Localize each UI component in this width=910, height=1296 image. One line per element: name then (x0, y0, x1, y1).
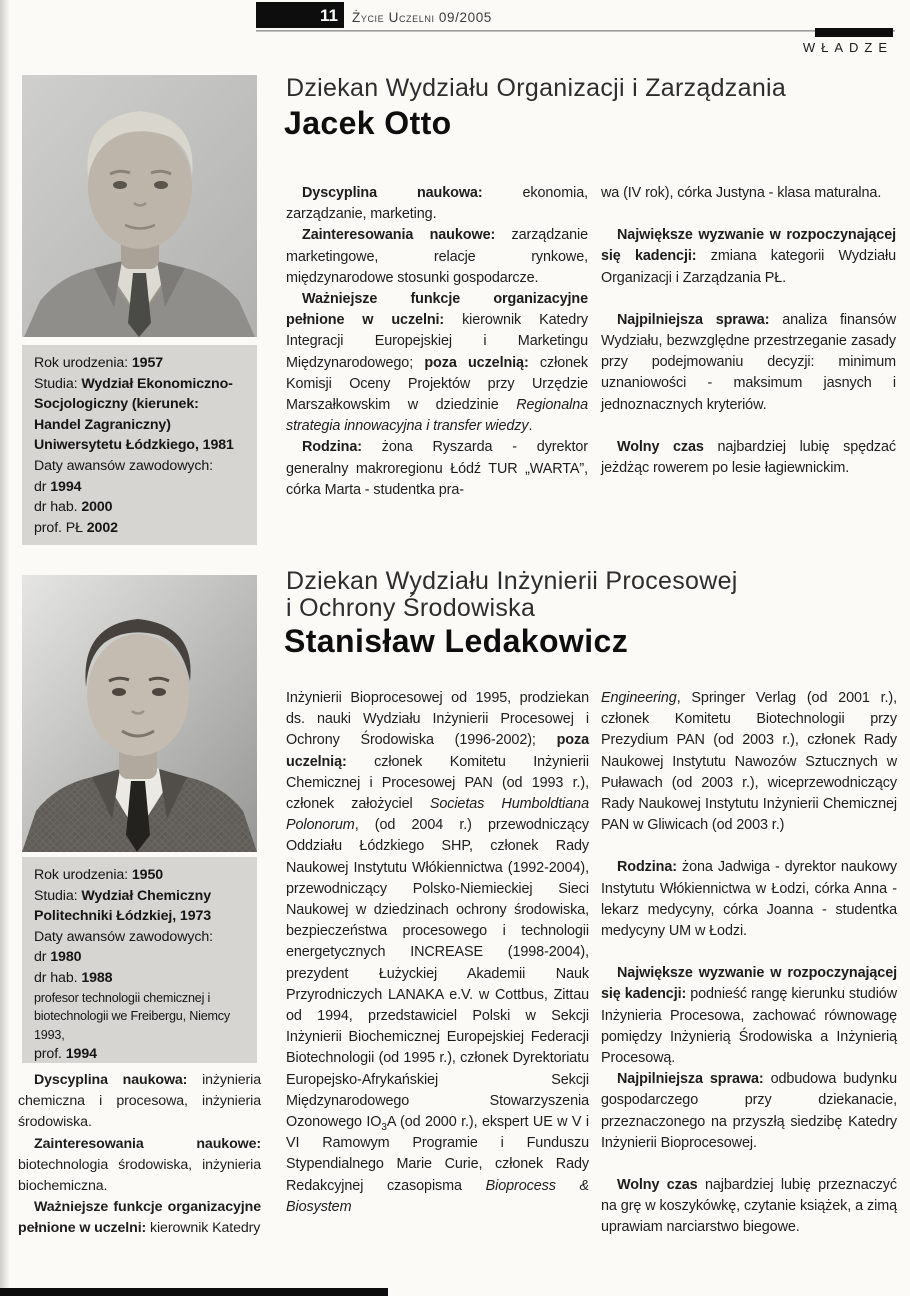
bio-infobox-jacek-otto (22, 345, 257, 545)
dean-name-1: Jacek Otto (284, 105, 452, 141)
paragraph: Studia: Wydział Ekonomiczno-Socjologiczny (kierunek: Handel Zagraniczny) Uniwersytetu Łódzkiego, 1981 (34, 375, 234, 454)
portrait-photo-stanislaw-ledakowicz (22, 575, 257, 852)
profile2-text-column-2 (601, 688, 897, 1239)
paragraph: Rodzina: żona Ryszarda - dyrektor generalny makroregionu Łódź TUR „WARTA”, córka Marta - studentka pra- (286, 439, 588, 498)
bottom-bar (0, 1288, 388, 1296)
paragraph: Największe wyzwanie w rozpoczynającej się kadencji: podnieść rangę kierunku studiów Inżynieria Procesowa, zachować równowagę pomiędzy Inżynierią Środowiska a Inżynierią Procesową. (601, 965, 898, 1067)
profile1-text-column-1 (286, 183, 588, 501)
paragraph: Dyscyplina naukowa: inżynieria chemiczna i procesowa, inżynieria środowiska. (18, 1072, 261, 1131)
paragraph: Wolny czas najbardziej lubię spędzać jeżdżąc rowerem po lesie łagiewnickim. (601, 438, 897, 477)
profile2-text-left-column (18, 1070, 261, 1240)
paragraph: Daty awansów zawodowych: (34, 928, 213, 945)
paragraph: profesor technologii chemicznej i biotechnologii we Freibergu, Niemcy 1993, (34, 990, 230, 1042)
section-label: WŁADZE (802, 40, 893, 55)
paragraph: dr hab. 1988 (34, 969, 113, 986)
paragraph: Zainteresowania naukowe: zarządzanie marketingowe, relacje rynkowe, międzynarodowe stosunki gospodarcze. (286, 227, 588, 286)
section-bar (815, 28, 893, 37)
page-number-box (256, 2, 344, 28)
paragraph: wa (IV rok), córka Justyna - klasa maturalna. (601, 185, 882, 201)
paragraph: Najpilniejsza sprawa: odbudowa budynku gospodarczego przy dziekanacie, przeznaczonego na przyszłą siedzibę Katedry Inżynierii Bioprocesowej. (601, 1071, 897, 1151)
paragraph: Zainteresowania naukowe: biotechnologia środowiska, inżynieria biochemiczna. (18, 1135, 261, 1195)
paragraph: Ważniejsze funkcje organizacyjne pełnione w uczelni: kierownik Katedry Integracji Europejskiej i Marketingu Międzynarodowego; poza uczelnią: członek Komisji Oceny Projektów przy Urzędzie Marszałkowskim w dziedzinie Regionalna strategia innowacyjna i transfer wiedzy. (286, 291, 588, 435)
dean-role-title-2-line1: Dziekan Wydziału Inżynierii Procesowej (286, 567, 738, 595)
paragraph: prof. 1994 (34, 1046, 97, 1063)
header-rule (256, 30, 895, 32)
dean-role-title-2-line2: i Ochrony Środowiska (286, 594, 536, 622)
paragraph: Studia: Wydział Chemiczny Politechniki Łódzkiej, 1973 (34, 887, 212, 925)
paragraph: Największe wyzwanie w rozpoczynającej się kadencji: zmiana kategorii Wydziału Organizacji i Zarządzania PŁ. (601, 227, 896, 286)
dean-role-title-1: Dziekan Wydziału Organizacji i Zarządzania (286, 74, 787, 102)
paragraph: dr 1994 (34, 478, 82, 495)
portrait-photo-jacek-otto (22, 75, 257, 337)
bio-infobox-stanislaw-ledakowicz (22, 857, 257, 1063)
paragraph: Inżynierii Bioprocesowej od 1995, prodziekan ds. nauki Wydziału Inżynierii Procesowej i Ochrony Środowiska (1996-2002); poza uczelnią: członek Komitetu Inżynierii Chemicznej i Procesowej PAN (od 1993 r.), członek założyciel Societas Humboldtiana Polonorum, (od 2004 r.) przewodniczący Oddziału Łódzkiego SHP, członek Rady Naukowej Instytutu Włókiennictwa (1992-2004), przewodniczący Polsko-Niemieckiej Sieci Naukowej w dziedzinach ochrony środowiska, bezpieczeństwa procesowego i technologii energetycznych INCREASE (1998-2004), prezydent Łużyckiej Akademii Nauk Przyrodniczych LANAKA e.V. w Cottbus, Zittau od 1994, przedstawiciel Polski w Sekcji Inżynierii Biochemicznej Europejskiej Federacji Biotechnologii (od 1995 r.), członek Dyrektoriatu Europejsko-Afrykańskiej Sekcji Międzynarodowego Stowarzyszenia Ozonowego $IO_3A$ (od 2000 r.), ekspert UE w V i VI Ramowym Programie i Funduszu Stypendialnego Marie Curie, członek Rady Redakcyjnej czasopisma Bioprocess & Biosystem (286, 690, 589, 1215)
paragraph: dr 1980 (34, 949, 82, 966)
paragraph: Rok urodzenia: 1950 (34, 867, 164, 883)
page-number: 11 (320, 6, 338, 25)
paragraph: Rok urodzenia: 1957 (34, 355, 164, 371)
paragraph: Engineering, Springer Verlag (od 2001 r.), członek Komitetu Biotechnologii przy Prezydium PAN (od 2003 r.), członek Rady Naukowej Instytutu Nawozów Sztucznych w Puławach (od 2003 r.), wiceprzewodniczący Rady Naukowej Instytutu Inżynierii Chemicznej PAN w Gliwicach (od 2003 r.) (601, 690, 897, 834)
paragraph: dr hab. 2000 (34, 499, 113, 516)
journal-title: Życie Uczelni 09/2005 (352, 10, 492, 25)
dean-name-2: Stanisław Ledakowicz (284, 623, 629, 659)
paragraph: Rodzina: żona Jadwiga - dyrektor naukowy Instytutu Włókiennictwa w Łodzi, córka Anna - lekarz medycyny, córka Joanna - studentka medycyny UM w Łodzi. (601, 859, 897, 940)
profile2-text-column-1 (286, 688, 589, 1218)
paragraph: Wolny czas najbardziej lubię przeznaczyć na grę w koszykówkę, czytanie książek, a zimą uprawiam narciarstwo biegowe. (601, 1177, 897, 1236)
paragraph: Daty awansów zawodowych: (34, 457, 213, 474)
paragraph: Ważniejsze funkcje organizacyjne pełnione w uczelni: kierownik Katedry (18, 1199, 261, 1237)
paragraph: Najpilniejsza sprawa: analiza finansów Wydziału, bezwzględne przestrzeganie zasady przy podejmowaniu decyzji: minimum uznaniowości - maksimum jasnych i jednoznacznych kryteriów. (601, 311, 896, 413)
paragraph: Dyscyplina naukowa: ekonomia, zarządzanie, marketing. (286, 185, 588, 223)
profile1-text-column-2 (601, 183, 896, 479)
paragraph: prof. PŁ 2002 (34, 519, 118, 536)
